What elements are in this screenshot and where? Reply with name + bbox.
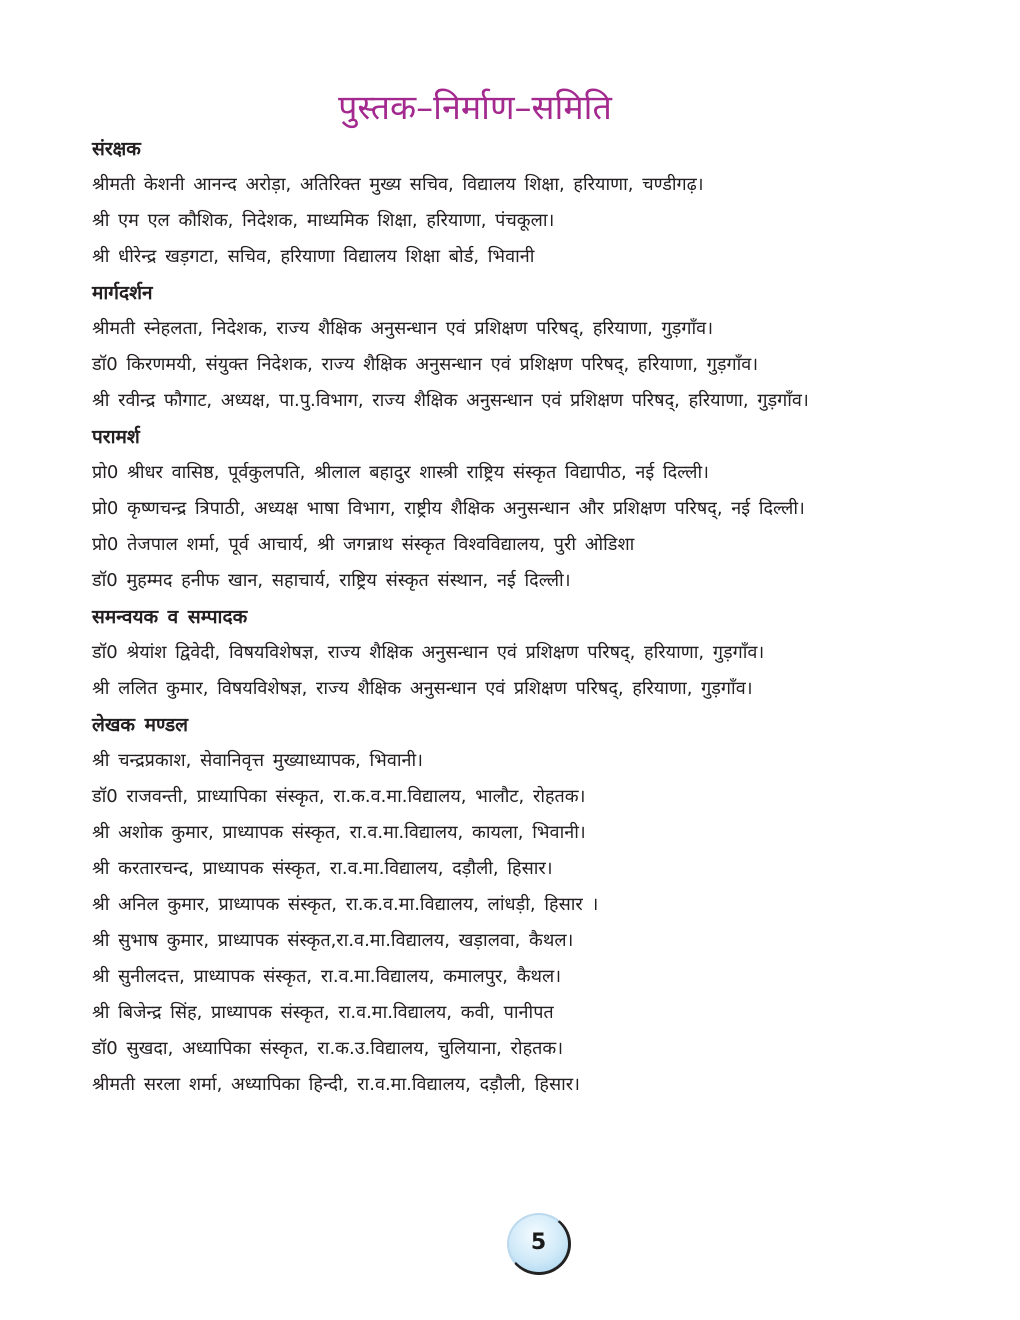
committee-section	[92, 275, 972, 419]
member-line: प्रो0 कृष्णचन्द्र त्रिपाठी, अध्यक्ष भाषा विभाग, राष्ट्रीय शैक्षिक अनुसन्धान और प्रशिक्षण परिषद्, नई दिल्ली।	[92, 498, 805, 519]
page-number-badge: 5	[507, 1213, 571, 1275]
committee-section	[92, 707, 972, 1103]
page-title: पुस्तक–निर्माण–समिति	[338, 88, 612, 128]
member-line: डॉ0 सुखदा, अध्यापिका संस्कृत, रा.क.उ.विद्यालय, चुलियाना, रोहतक।	[92, 1038, 564, 1059]
member-line: डॉ0 राजवन्ती, प्राध्यापिका संस्कृत, रा.क.व.मा.विद्यालय, भालौट, रोहतक।	[92, 786, 586, 807]
member-line: श्री अशोक कुमार, प्राध्यापक संस्कृत, रा.व.मा.विद्यालय, कायला, भिवानी।	[92, 822, 586, 843]
section-heading: परामर्श	[92, 426, 140, 448]
member-line: श्री रवीन्द्र फौगाट, अध्यक्ष, पा.पु.विभाग, राज्य शैक्षिक अनुसन्धान एवं प्रशिक्षण परिषद्, हरियाणा, गुड़गाँव।	[92, 390, 809, 411]
member-line: श्रीमती स्नेहलता, निदेशक, राज्य शैक्षिक अनुसन्धान एवं प्रशिक्षण परिषद्, हरियाणा, गुड़गाँव।	[92, 318, 714, 339]
member-line: श्री धीरेन्द्र खड़गटा, सचिव, हरियाणा विद्यालय शिक्षा बोर्ड, भिवानी	[92, 246, 535, 267]
member-line: प्रो0 श्रीधर वासिष्ठ, पूर्वकुलपति, श्रीलाल बहादुर शास्त्री राष्ट्रिय संस्कृत विद्यापीठ, नई दिल्ली।	[92, 462, 709, 483]
committee-list	[92, 131, 972, 1103]
section-heading: समन्वयक व सम्पादक	[92, 606, 248, 628]
member-line: श्री अनिल कुमार, प्राध्यापक संस्कृत, रा.क.व.मा.विद्यालय, लांधड़ी, हिसार ।	[92, 894, 599, 915]
member-line: श्री एम एल कौशिक, निदेशक, माध्यमिक शिक्षा, हरियाणा, पंचकूला।	[92, 210, 555, 231]
member-line: श्री चन्द्रप्रकाश, सेवानिवृत्त मुख्याध्यापक, भिवानी।	[92, 750, 423, 771]
member-line: श्री सुनीलदत्त, प्राध्यापक संस्कृत, रा.व.मा.विद्यालय, कमालपुर, कैथल।	[92, 966, 562, 987]
committee-section	[92, 131, 972, 275]
member-line: श्रीमती केशनी आनन्द अरोड़ा, अतिरिक्त मुख्य सचिव, विद्यालय शिक्षा, हरियाणा, चण्डीगढ़।	[92, 174, 704, 195]
committee-section	[92, 419, 972, 599]
section-heading: मार्गदर्शन	[92, 282, 153, 304]
committee-section	[92, 599, 972, 707]
section-heading: संरक्षक	[92, 138, 141, 160]
member-line: डॉ0 श्रेयांश द्विवेदी, विषयविशेषज्ञ, राज्य शैक्षिक अनुसन्धान एवं प्रशिक्षण परिषद्, हरियाणा, गुड़गाँव।	[92, 642, 765, 663]
member-line: प्रो0 तेजपाल शर्मा, पूर्व आचार्य, श्री जगन्नाथ संस्कृत विश्वविद्यालय, पुरी ओडिशा	[92, 534, 635, 555]
member-line: डॉ0 मुहम्मद हनीफ खान, सहाचार्य, राष्ट्रिय संस्कृत संस्थान, नई दिल्ली।	[92, 570, 571, 591]
member-line: श्री करतारचन्द, प्राध्यापक संस्कृत, रा.व.मा.विद्यालय, दड़ौली, हिसार।	[92, 858, 553, 879]
member-line: श्रीमती सरला शर्मा, अध्यापिका हिन्दी, रा.व.मा.विद्यालय, दड़ौली, हिसार।	[92, 1074, 580, 1095]
member-line: श्री सुभाष कुमार, प्राध्यापक संस्कृत,रा.व.मा.विद्यालय, खड़ालवा, कैथल।	[92, 930, 574, 951]
member-line: श्री बिजेन्द्र सिंह, प्राध्यापक संस्कृत, रा.व.मा.विद्यालय, कवी, पानीपत	[92, 1002, 554, 1023]
member-line: डॉ0 किरणमयी, संयुक्त निदेशक, राज्य शैक्षिक अनुसन्धान एवं प्रशिक्षण परिषद्, हरियाणा, गुड़गाँव।	[92, 354, 759, 375]
section-heading: लेखक मण्डल	[92, 714, 189, 736]
member-line: श्री ललित कुमार, विषयविशेषज्ञ, राज्य शैक्षिक अनुसन्धान एवं प्रशिक्षण परिषद्, हरियाणा, गुड़गाँव।	[92, 678, 753, 699]
